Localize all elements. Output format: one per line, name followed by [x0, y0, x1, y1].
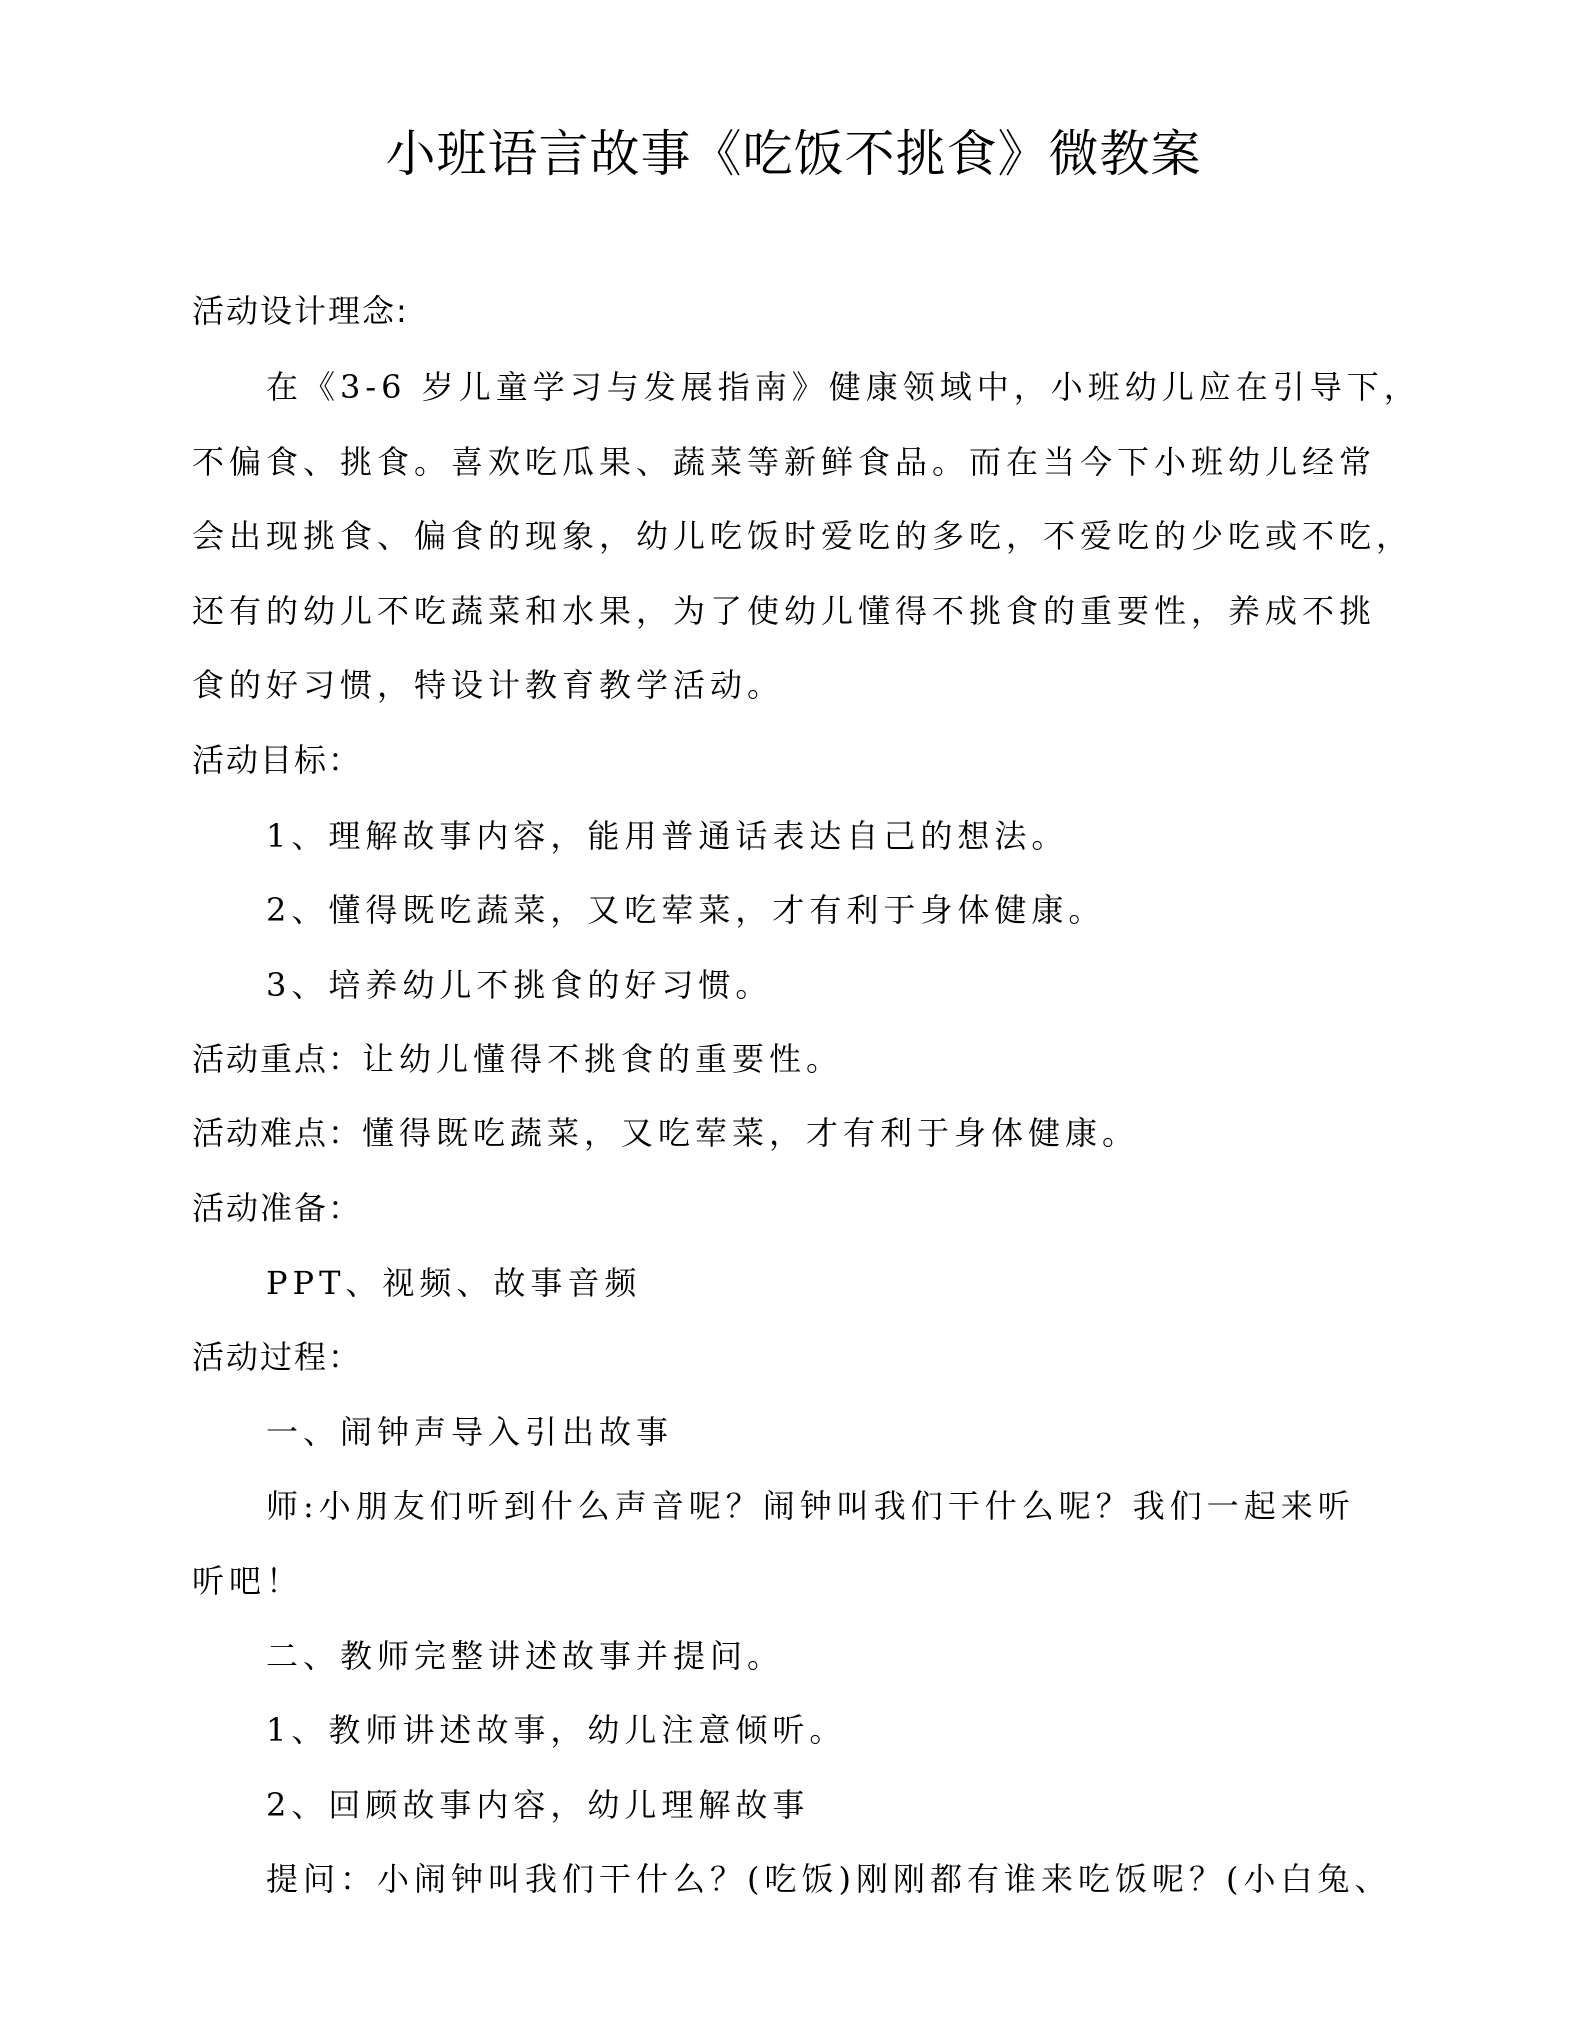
process-step2-question: 提问：小闹钟叫我们干什么？(吃饭)刚刚都有谁来吃饭呢？(小白兔、: [266, 1860, 1392, 1898]
design-concept-line: 在《3-6 岁儿童学习与发展指南》健康领域中，小班幼儿应在引导下，: [266, 368, 1421, 406]
process-step2-item: 2、回顾故事内容，幼儿理解故事: [266, 1786, 810, 1824]
process-step2-title: 二、教师完整讲述故事并提问。: [266, 1637, 785, 1675]
design-concept-line: 食的好习惯，特设计教育教学活动。: [192, 666, 785, 704]
key-point-text: 让幼儿懂得不挑食的重要性。: [362, 1040, 844, 1078]
key-point-label: 活动重点：: [192, 1040, 363, 1078]
process-heading: 活动过程：: [192, 1338, 363, 1376]
key-point: [192, 1035, 843, 1083]
goal-item: 2、懂得既吃蔬菜，又吃荤菜，才有利于身体健康。: [266, 891, 1106, 929]
design-concept-line: 会出现挑食、偏食的现象，幼儿吃饭时爱吃的多吃，不爱吃的少吃或不吃，: [192, 517, 1414, 555]
difficulty-text: 懂得既吃蔬菜，又吃荤菜，才有利于身体健康。: [362, 1114, 1140, 1152]
goal-item: 3、培养幼儿不挑食的好习惯。: [266, 966, 773, 1004]
process-step1-line: 听吧！: [192, 1562, 304, 1600]
goals-heading: 活动目标：: [192, 741, 363, 779]
preparation-heading: 活动准备：: [192, 1189, 363, 1227]
process-step1-line: 师:小朋友们听到什么声音呢？闹钟叫我们干什么呢？我们一起来听: [266, 1487, 1355, 1525]
design-concept-heading: 活动设计理念:: [192, 292, 409, 330]
difficulty: [192, 1109, 1139, 1157]
preparation-text: PPT、视频、故事音频: [266, 1264, 642, 1302]
process-step2-item: 1、教师讲述故事，幼儿注意倾听。: [266, 1711, 847, 1749]
process-step1-title: 一、闹钟声导入引出故事: [266, 1413, 674, 1451]
design-concept-line: 还有的幼儿不吃蔬菜和水果，为了使幼儿懂得不挑食的重要性，养成不挑: [192, 592, 1377, 630]
design-concept-line: 不偏食、挑食。喜欢吃瓜果、蔬菜等新鲜食品。而在当今下小班幼儿经常: [192, 443, 1377, 481]
difficulty-label: 活动难点：: [192, 1114, 363, 1152]
goal-item: 1、理解故事内容，能用普通话表达自己的想法。: [266, 817, 1069, 855]
document-title: 小班语言故事《吃饭不挑食》微教案: [385, 125, 1202, 183]
